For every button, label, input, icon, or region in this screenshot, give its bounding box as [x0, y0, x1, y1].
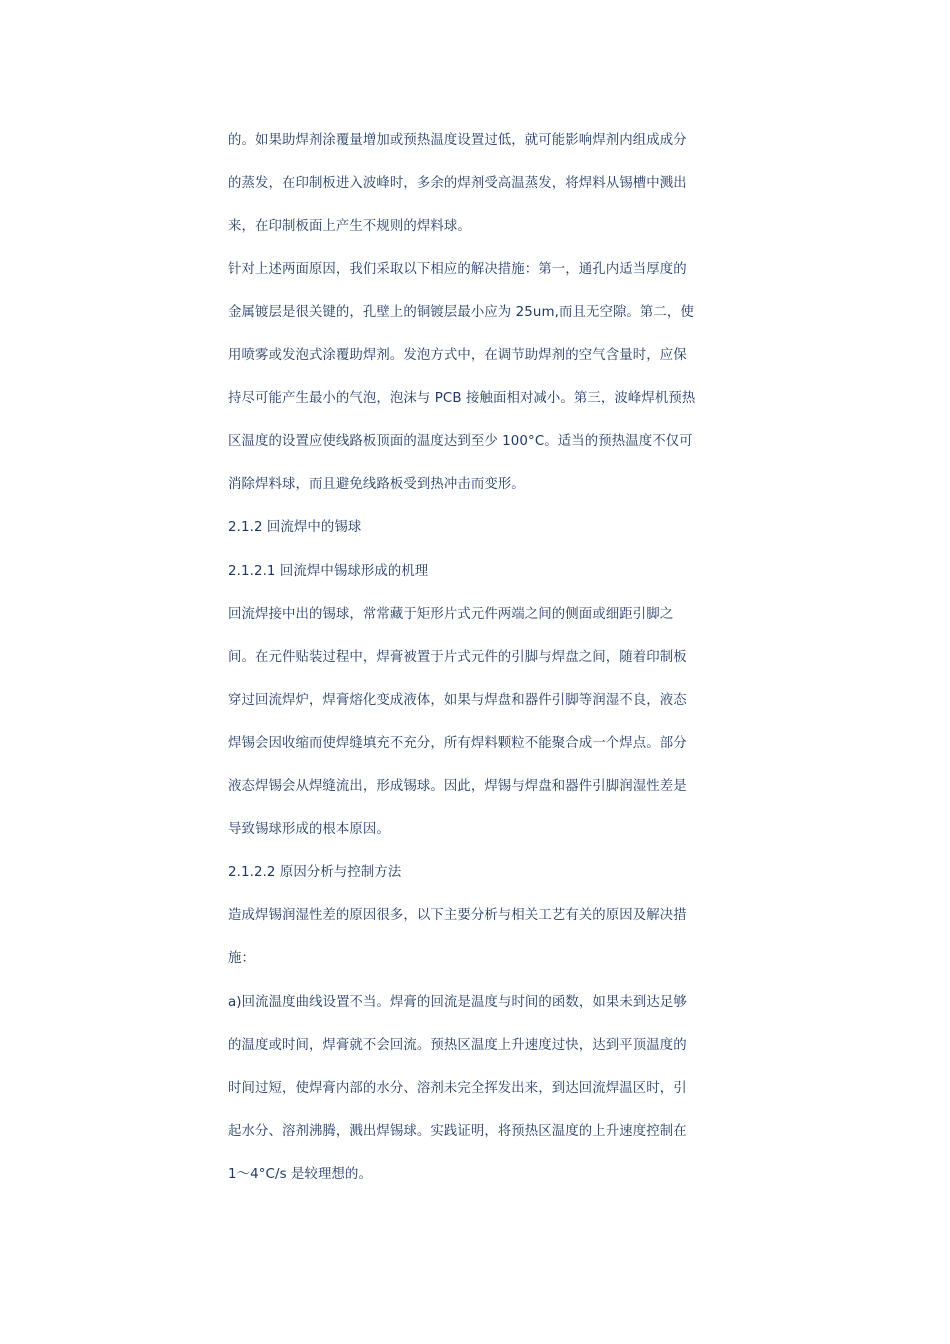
paragraph-line: 的温度或时间，焊膏就不会回流。预热区温度上升速度过快，达到平顶温度的: [228, 1038, 687, 1053]
paragraph-line: 针对上述两面原因，我们采取以下相应的解决措施：第一，通孔内适当厚度的: [228, 262, 687, 277]
paragraph-line: 施：: [228, 951, 255, 966]
paragraph-line: 消除焊料球，而且避免线路板受到热冲击而变形。: [228, 477, 525, 492]
paragraph-line: 金属镀层是很关键的，孔壁上的铜镀层最小应为 25um,而且无空隙。第二，使: [228, 305, 694, 320]
paragraph-line: 区温度的设置应使线路板顶面的温度达到至少 100°C。适当的预热温度不仅可: [228, 434, 693, 449]
paragraph-line: 焊锡会因收缩而使焊缝填充不充分，所有焊料颗粒不能聚合成一个焊点。部分: [228, 736, 687, 751]
subsection-heading: 2.1.2.2 原因分析与控制方法: [228, 865, 402, 880]
paragraph-line: 回流焊接中出的锡球，常常藏于矩形片式元件两端之间的侧面或细距引脚之: [228, 607, 674, 622]
paragraph-line: 1～4°C/s 是较理想的。: [228, 1167, 372, 1182]
paragraph-line: 用喷雾或发泡式涂覆助焊剂。发泡方式中，在调节助焊剂的空气含量时，应保: [228, 348, 687, 363]
paragraph-line: 来，在印制板面上产生不规则的焊料球。: [228, 219, 471, 234]
paragraph-line: 穿过回流焊炉，焊膏熔化变成液体，如果与焊盘和器件引脚等润湿不良，液态: [228, 693, 687, 708]
subsection-heading: 2.1.2.1 回流焊中锡球形成的机理: [228, 564, 429, 579]
paragraph-line: 的。如果助焊剂涂覆量增加或预热温度设置过低，就可能影响焊剂内组成成分: [228, 133, 687, 148]
paragraph-line: a)回流温度曲线设置不当。焊膏的回流是温度与时间的函数，如果未到达足够: [228, 995, 687, 1010]
paragraph-line: 间。在元件贴装过程中，焊膏被置于片式元件的引脚与焊盘之间，随着印制板: [228, 650, 687, 665]
paragraph-line: 导致锡球形成的根本原因。: [228, 822, 390, 837]
paragraph-line: 液态焊锡会从焊缝流出，形成锡球。因此，焊锡与焊盘和器件引脚润湿性差是: [228, 779, 687, 794]
paragraph-line: 的蒸发，在印制板进入波峰时，多余的焊剂受高温蒸发，将焊料从锡槽中溅出: [228, 176, 687, 191]
section-heading: 2.1.2 回流焊中的锡球: [228, 520, 362, 535]
paragraph-line: 时间过短，使焊膏内部的水分、溶剂未完全挥发出来，到达回流焊温区时，引: [228, 1081, 687, 1096]
paragraph-line: 造成焊锡润湿性差的原因很多，以下主要分析与相关工艺有关的原因及解决措: [228, 908, 687, 923]
paragraph-line: 持尽可能产生最小的气泡，泡沫与 PCB 接触面相对减小。第三，波峰焊机预热: [228, 391, 696, 406]
paragraph-line: 起水分、溶剂沸腾，溅出焊锡球。实践证明，将预热区温度的上升速度控制在: [228, 1124, 687, 1139]
